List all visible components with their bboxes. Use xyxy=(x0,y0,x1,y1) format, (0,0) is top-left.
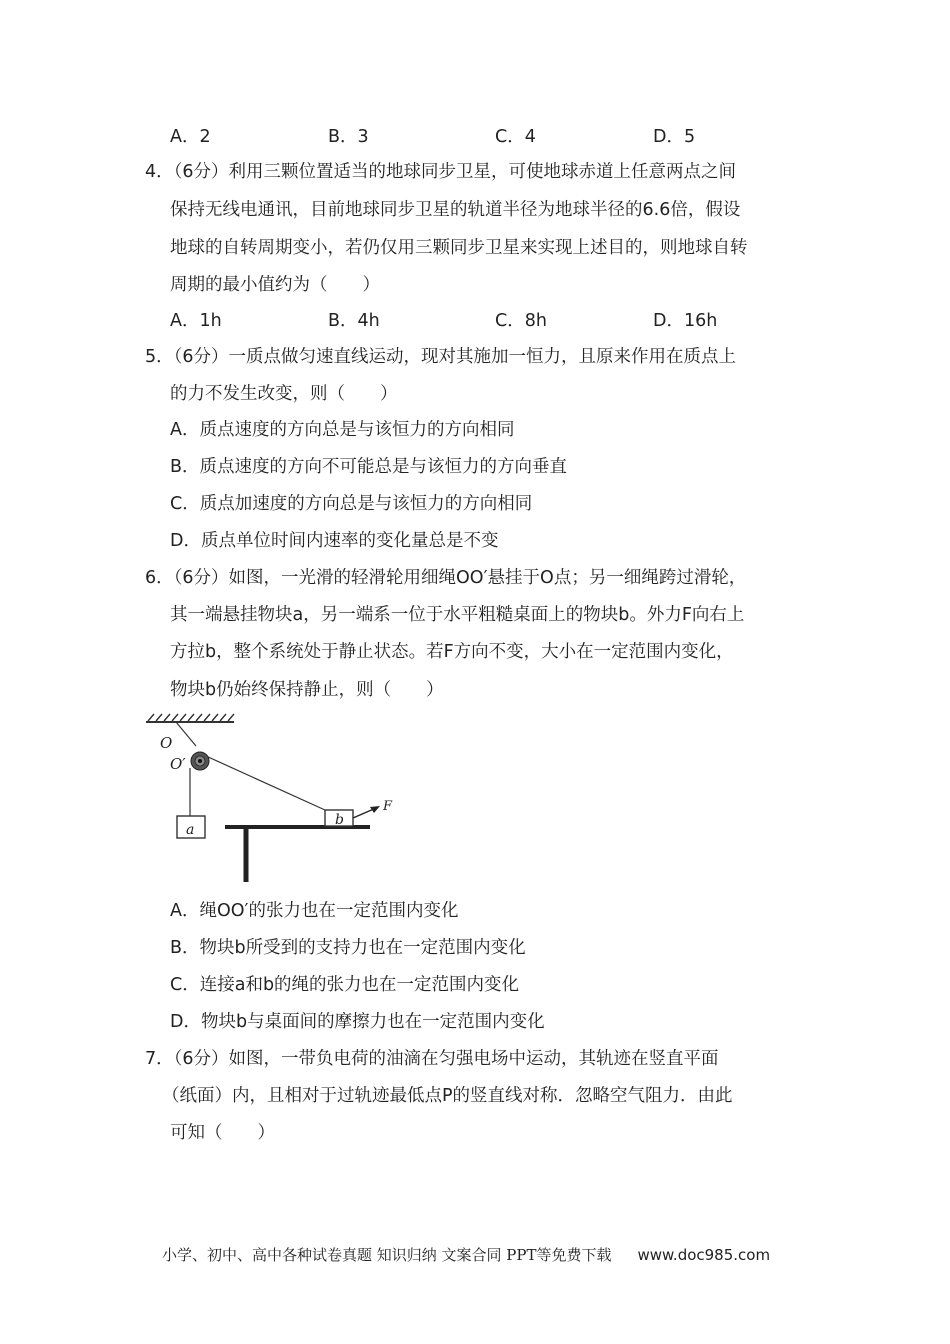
label-O-prime: O′ xyxy=(170,755,186,773)
q4-line-4: 周期的最小值约为（ ） xyxy=(170,275,380,295)
q6-option-d: D．物块b与桌面间的摩擦力也在一定范围内变化 xyxy=(170,1012,545,1032)
q5-option-d: D．质点单位时间内速率的变化量总是不变 xyxy=(170,531,499,551)
footer-url[interactable]: www.doc985.com xyxy=(637,1246,771,1264)
q3-option-a: A．2 xyxy=(170,127,211,147)
q4-option-d: D．16h xyxy=(653,311,718,331)
q4-option-a: A．1h xyxy=(170,311,222,331)
page-footer xyxy=(162,1244,770,1266)
q4-line-2: 保持无线电通讯，目前地球同步卫星的轨道半径为地球半径的6.6倍，假设 xyxy=(170,200,741,220)
q6-line-1: 6．（6分）如图，一光滑的轻滑轮用细绳OO′悬挂于O点；另一细绳跨过滑轮， xyxy=(145,568,747,588)
q6-line-3: 方拉b，整个系统处于静止状态。若F方向不变，大小在一定范围内变化， xyxy=(170,642,734,662)
q6-line-2: 其一端悬挂物块a，另一端系一位于水平粗糙桌面上的物块b。外力F向右上 xyxy=(170,605,745,625)
q7-line-1: 7．（6分）如图，一带负电荷的油滴在匀强电场中运动，其轨迹在竖直平面 xyxy=(145,1049,719,1069)
q3-option-c: C．4 xyxy=(495,127,536,147)
q3-option-d: D．5 xyxy=(653,127,696,147)
q7-line-3: 可知（ ） xyxy=(170,1123,275,1143)
q7-line-2: （纸面）内，且相对于过轨迹最低点P的竖直线对称．忽略空气阻力．由此 xyxy=(162,1086,733,1106)
q4-line-3: 地球的自转周期变小，若仍仅用三颗同步卫星来实现上述目的，则地球自转 xyxy=(170,238,748,258)
q5-option-c: C．质点加速度的方向总是与该恒力的方向相同 xyxy=(170,494,533,514)
label-b: b xyxy=(335,812,344,828)
footer-text: 小学、初中、高中各种试卷真题 知识归纳 文案合同 PPT等免费下载 xyxy=(162,1246,612,1264)
q3-option-b: B．3 xyxy=(328,127,369,147)
pulley-figure xyxy=(140,712,400,887)
label-F: F xyxy=(383,799,393,814)
q6-option-b: B．物块b所受到的支持力也在一定范围内变化 xyxy=(170,938,526,958)
label-a: a xyxy=(186,822,195,838)
q5-line-2: 的力不发生改变，则（ ） xyxy=(170,384,398,404)
q6-line-4: 物块b仍始终保持静止，则（ ） xyxy=(170,680,444,700)
q6-option-c: C．连接a和b的绳的张力也在一定范围内变化 xyxy=(170,975,520,995)
q4-option-c: C．8h xyxy=(495,311,547,331)
q6-option-a: A．绳OO′的张力也在一定范围内变化 xyxy=(170,901,459,921)
label-O: O xyxy=(160,734,173,752)
q4-line-1: 4．（6分）利用三颗位置适当的地球同步卫星，可使地球赤道上任意两点之间 xyxy=(145,162,737,182)
q4-option-b: B．4h xyxy=(328,311,380,331)
q5-option-b: B．质点速度的方向不可能总是与该恒力的方向垂直 xyxy=(170,457,568,477)
q5-option-a: A．质点速度的方向总是与该恒力的方向相同 xyxy=(170,420,515,440)
q5-line-1: 5．（6分）一质点做匀速直线运动，现对其施加一恒力，且原来作用在质点上 xyxy=(145,347,737,367)
